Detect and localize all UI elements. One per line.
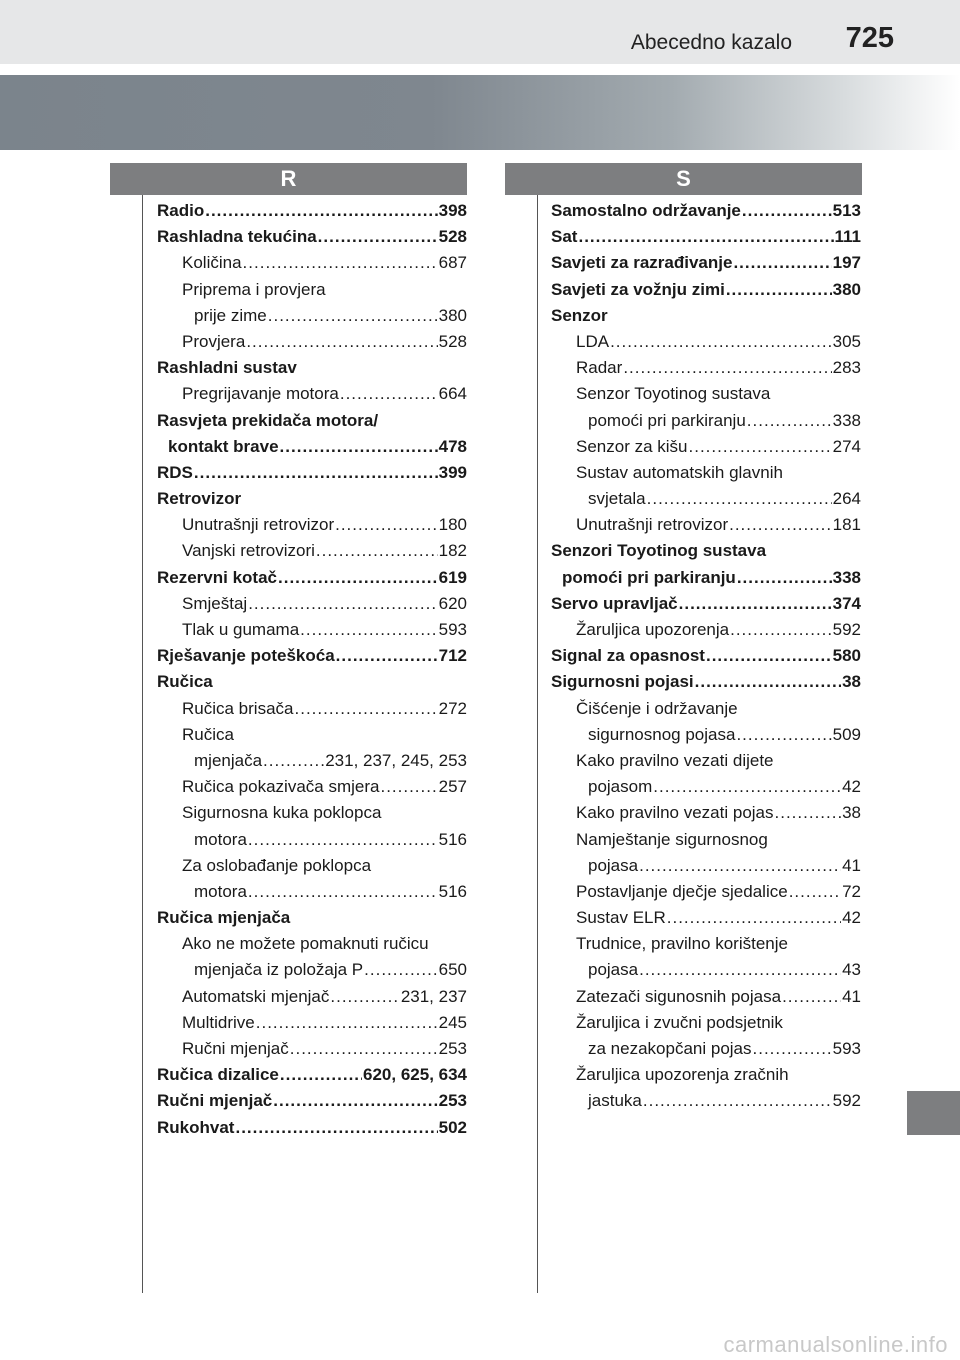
index-entry: [157, 250, 467, 276]
index-entry: [157, 879, 467, 905]
index-entry: [157, 643, 467, 669]
index-entry: [551, 591, 861, 617]
entry-leader-dots: [256, 1010, 438, 1036]
entry-term: Radio: [157, 201, 205, 220]
entry-leader-dots: [747, 408, 832, 434]
entry-leader-dots: [789, 879, 841, 905]
index-entry: [551, 696, 861, 722]
index-entry: [157, 931, 467, 957]
index-entry: [157, 512, 467, 538]
entry-leader-dots: [643, 1088, 832, 1114]
entry-page-ref: 181: [832, 515, 861, 535]
index-entry: [551, 408, 861, 434]
entry-term: Sigurnosni pojasi: [551, 672, 694, 692]
entry-page-ref: 650: [438, 960, 467, 980]
entry-term: Automatski mjenjač: [182, 986, 330, 1006]
entry-term: sigurnosnog pojasa: [588, 724, 736, 744]
index-entry: [157, 774, 467, 800]
entry-leader-dots: [647, 486, 832, 512]
entry-term: motora: [194, 881, 247, 901]
entry-term: Rasvjeta prekidača motora/: [157, 410, 379, 430]
entry-term: Priprema i provjera: [182, 279, 326, 299]
entry-term: pojasa: [588, 855, 639, 875]
entry-page-ref: 111: [834, 227, 861, 247]
index-entry: [157, 1088, 467, 1114]
entry-page-ref: 398: [438, 201, 467, 220]
entry-page-ref: 712: [438, 646, 467, 666]
entry-term: Ručni mjenjač: [182, 1039, 289, 1058]
watermark: carmanualsonline.info: [723, 1332, 948, 1357]
entry-page-ref: 253: [438, 1091, 467, 1111]
entry-leader-dots: [726, 277, 832, 303]
entry-page-ref: 338: [832, 567, 861, 587]
entry-term: Zatezači sigunosnih pojasa: [576, 986, 782, 1006]
entry-leader-dots: [610, 329, 832, 355]
index-entry: [157, 329, 467, 355]
entry-page-ref: 264: [832, 489, 861, 509]
entry-term: Rješavanje poteškoća: [157, 646, 335, 666]
entry-leader-dots: [380, 774, 437, 800]
entry-leader-dots: [263, 748, 324, 774]
entry-term: Signal za opasnost: [551, 646, 705, 666]
entry-page-ref: 231, 237: [400, 986, 467, 1006]
entry-term: Sigurnosna kuka poklopca: [182, 803, 382, 823]
entry-page-ref: 245: [438, 1012, 467, 1032]
entry-term: Ručica pokazivača smjera: [182, 777, 380, 797]
entry-leader-dots: [336, 643, 438, 669]
entry-page-ref: 41: [842, 855, 861, 875]
entry-term: Radar: [576, 358, 623, 378]
index-entry: [157, 408, 467, 434]
index-entry: [157, 591, 467, 617]
entry-page-ref: 502: [438, 1117, 467, 1137]
entry-term: Kako pravilno vezati dijete: [576, 750, 774, 770]
index-entry: [551, 669, 861, 695]
entry-page-ref: 592: [832, 620, 861, 639]
entry-term: Ručica dizalice: [157, 1065, 279, 1085]
entry-page-ref: 38: [842, 803, 861, 823]
entry-page-ref: 478: [438, 436, 467, 456]
entry-term: Ručica: [157, 672, 213, 692]
entry-page-ref: 592: [832, 1091, 861, 1111]
index-entry: [551, 827, 861, 853]
index-entry: [551, 774, 861, 800]
index-entry: [157, 486, 467, 512]
entry-page-ref: 283: [832, 358, 861, 378]
entry-term: Rezervni kotač: [157, 567, 277, 587]
index-entry: [157, 224, 467, 250]
entry-term: Postavljanje dječje sjedalice: [576, 881, 788, 901]
entry-page-ref: 516: [438, 881, 467, 901]
index-entry: [157, 565, 467, 591]
index-entry: [157, 748, 467, 774]
index-entry: [551, 381, 861, 407]
entry-term: Provjera: [182, 331, 246, 351]
entry-term: Senzori Toyotinog sustava: [551, 541, 767, 561]
entry-term: pojasom: [588, 777, 653, 797]
column-rule-right: [537, 195, 538, 1293]
entry-leader-dots: [268, 303, 438, 329]
entry-leader-dots: [364, 957, 437, 983]
entry-leader-dots: [246, 329, 437, 355]
entry-leader-dots: [205, 198, 437, 224]
entry-leader-dots: [653, 774, 841, 800]
entry-term: svjetala: [588, 489, 646, 509]
entry-term: Žaruljica upozorenja zračnih: [576, 1065, 789, 1085]
section-header-r: R: [110, 163, 467, 195]
header-gradient-band: [0, 75, 960, 150]
index-entry: [157, 827, 467, 853]
entry-leader-dots: [290, 1036, 438, 1062]
index-entry: [551, 643, 861, 669]
entry-leader-dots: [667, 905, 841, 931]
entry-term: Ako ne možete pomaknuti ručicu: [182, 934, 429, 954]
index-entry: [551, 250, 861, 276]
entry-term: motora: [194, 829, 247, 849]
entry-leader-dots: [689, 434, 832, 460]
entry-page-ref: 182: [438, 541, 467, 561]
entry-leader-dots: [706, 643, 832, 669]
index-entry: [551, 984, 861, 1010]
entry-page-ref: 528: [438, 331, 467, 351]
entry-term: Tlak u gumama: [182, 620, 300, 639]
entry-page-ref: 619: [438, 567, 467, 587]
entry-term: pomoći pri parkiranju: [562, 567, 736, 587]
entry-page-ref: 41: [842, 986, 861, 1006]
entry-leader-dots: [273, 1088, 437, 1114]
entry-page-ref: 42: [842, 908, 861, 928]
entry-leader-dots: [753, 1036, 832, 1062]
section-header-s: S: [505, 163, 862, 195]
entry-term: Rashladna tekućina: [157, 227, 317, 247]
entry-page-ref: 338: [832, 410, 861, 430]
index-entry: [157, 381, 467, 407]
entry-term: Samostalno održavanje: [551, 201, 741, 220]
entry-term: pomoći pri parkiranju: [588, 410, 746, 430]
entry-page-ref: 399: [438, 462, 467, 482]
entry-leader-dots: [737, 565, 832, 591]
entry-term: kontakt brave: [168, 436, 279, 456]
entry-term: Sustav automatskih glavnih: [576, 462, 783, 482]
index-entry: [157, 1115, 467, 1141]
index-entry: [157, 722, 467, 748]
entry-page-ref: 620, 625, 634: [363, 1065, 467, 1085]
entry-term: Senzor za kišu: [576, 436, 688, 456]
entry-term: Žaruljica i zvučni podsjetnik: [576, 1012, 783, 1032]
entry-term: Žaruljica upozorenja: [576, 620, 730, 639]
entry-page-ref: 593: [438, 620, 467, 639]
entry-term: Ručica brisača: [182, 698, 294, 718]
entry-term: Unutrašnji retrovizor: [576, 515, 729, 535]
index-entry: [551, 879, 861, 905]
index-entry: [551, 1010, 861, 1036]
index-entry: [551, 198, 861, 224]
entry-page-ref: 305: [832, 331, 861, 351]
entry-term: Ručni mjenjač: [157, 1091, 273, 1111]
index-entry: [551, 565, 861, 591]
entry-page-ref: 42: [842, 777, 861, 797]
entry-page-ref: 180: [438, 515, 467, 535]
entry-page-ref: 516: [438, 829, 467, 849]
entry-page-ref: 593: [832, 1039, 861, 1058]
entry-page-ref: 620: [438, 593, 467, 613]
index-entry: [157, 617, 467, 643]
entry-term: Senzor: [551, 305, 608, 325]
index-entry: [157, 853, 467, 879]
index-entry: [551, 486, 861, 512]
entry-leader-dots: [736, 722, 831, 748]
entry-leader-dots: [316, 538, 438, 564]
entry-leader-dots: [775, 800, 842, 826]
index-entry: [157, 303, 467, 329]
index-entry: [157, 669, 467, 695]
entry-term: Multidrive: [182, 1012, 255, 1032]
index-entry: [157, 1062, 467, 1088]
index-entry: [157, 434, 467, 460]
index-entry: [551, 931, 861, 957]
entry-leader-dots: [194, 460, 438, 486]
entry-term: Savjeti za razrađivanje: [551, 253, 733, 273]
entry-term: Količina: [182, 253, 242, 273]
index-entry: [157, 696, 467, 722]
entry-term: pojasa: [588, 960, 639, 980]
index-entry: [551, 1088, 861, 1114]
index-entry: [157, 1010, 467, 1036]
entry-term: mjenjača: [194, 750, 263, 770]
entry-page-ref: 38: [842, 672, 861, 692]
index-column-r: [157, 198, 467, 1141]
entry-leader-dots: [280, 1062, 362, 1088]
entry-leader-dots: [248, 591, 437, 617]
entry-page-ref: 580: [832, 646, 861, 666]
index-entry: [157, 905, 467, 931]
entry-page-ref: 664: [438, 384, 467, 404]
entry-leader-dots: [243, 250, 438, 276]
entry-leader-dots: [295, 696, 438, 722]
entry-page-ref: 687: [438, 253, 467, 273]
entry-term: Smještaj: [182, 593, 248, 613]
entry-term: Za oslobađanje poklopca: [182, 855, 372, 875]
entry-page-ref: 374: [832, 593, 861, 613]
entry-term: mjenjača iz položaja P: [194, 960, 364, 980]
index-entry: [157, 957, 467, 983]
index-entry: [551, 512, 861, 538]
index-entry: [551, 722, 861, 748]
entry-page-ref: 253: [438, 1039, 467, 1058]
entry-term: Kako pravilno vezati pojas: [576, 803, 774, 823]
page-number: 725: [845, 22, 894, 54]
index-entry: [551, 957, 861, 983]
entry-term: LDA: [576, 331, 610, 351]
entry-term: Servo upravljač: [551, 593, 678, 613]
entry-term: Unutrašnji retrovizor: [182, 515, 335, 535]
entry-leader-dots: [578, 224, 833, 250]
entry-page-ref: 380: [438, 305, 467, 325]
entry-page-ref: 528: [438, 227, 467, 247]
entry-leader-dots: [280, 434, 438, 460]
entry-page-ref: 509: [832, 724, 861, 744]
entry-page-ref: 272: [438, 698, 467, 718]
index-entry: [551, 1036, 861, 1062]
index-entry: [551, 905, 861, 931]
entry-term: prije zime: [194, 305, 267, 325]
entry-term: Sustav ELR: [576, 908, 666, 928]
index-entry: [157, 277, 467, 303]
index-entry: [551, 434, 861, 460]
entry-leader-dots: [278, 565, 438, 591]
index-entry: [551, 303, 861, 329]
entry-page-ref: 72: [842, 881, 861, 901]
entry-leader-dots: [695, 669, 841, 695]
index-entry: [157, 460, 467, 486]
chapter-thumb-tab: [907, 1091, 960, 1135]
index-entry: [157, 800, 467, 826]
index-entry: [157, 984, 467, 1010]
index-entry: [551, 355, 861, 381]
index-entry: [551, 460, 861, 486]
entry-page-ref: 231, 237, 245, 253: [325, 750, 467, 770]
entry-term: Čišćenje i održavanje: [576, 698, 738, 718]
entry-term: Rashladni sustav: [157, 358, 297, 378]
index-entry: [551, 538, 861, 564]
entry-leader-dots: [623, 355, 831, 381]
entry-term: jastuka: [588, 1091, 642, 1111]
entry-leader-dots: [782, 984, 841, 1010]
entry-term: Pregrijavanje motora: [182, 384, 339, 404]
index-entry: [157, 538, 467, 564]
entry-term: za nezakopčani pojas: [588, 1039, 752, 1058]
entry-leader-dots: [330, 984, 399, 1010]
header-bar: [0, 0, 960, 64]
entry-leader-dots: [679, 591, 832, 617]
index-entry: [551, 329, 861, 355]
entry-term: Trudnice, pravilno korištenje: [576, 934, 788, 954]
entry-page-ref: 43: [842, 960, 861, 980]
index-entry: [157, 1036, 467, 1062]
entry-leader-dots: [639, 957, 841, 983]
entry-leader-dots: [300, 617, 437, 643]
entry-term: Vanjski retrovizori: [182, 541, 315, 561]
entry-leader-dots: [733, 250, 831, 276]
index-entry: [157, 355, 467, 381]
entry-leader-dots: [248, 827, 438, 853]
entry-leader-dots: [335, 512, 438, 538]
index-entry: [551, 277, 861, 303]
entry-term: Namještanje sigurnosnog: [576, 829, 768, 849]
entry-leader-dots: [248, 879, 438, 905]
entry-page-ref: 380: [832, 279, 861, 299]
index-column-s: [551, 198, 861, 1115]
index-entry: [551, 853, 861, 879]
entry-term: Senzor Toyotinog sustava: [576, 384, 771, 404]
entry-term: Ručica: [182, 724, 234, 744]
entry-term: Rukohvat: [157, 1117, 235, 1137]
entry-term: Ručica mjenjača: [157, 908, 291, 928]
entry-leader-dots: [235, 1115, 437, 1141]
index-entry: [551, 617, 861, 643]
entry-term: Savjeti za vožnju zimi: [551, 279, 725, 299]
entry-page-ref: 197: [832, 253, 861, 273]
entry-term: RDS: [157, 462, 193, 482]
page-title: Abecedno kazalo: [630, 31, 792, 54]
entry-leader-dots: [742, 198, 832, 224]
entry-leader-dots: [639, 853, 841, 879]
entry-page-ref: 257: [438, 777, 467, 797]
entry-leader-dots: [340, 381, 438, 407]
index-entry: [157, 198, 467, 224]
entry-page-ref: 274: [832, 436, 861, 456]
index-entry: [551, 224, 861, 250]
index-entry: [551, 800, 861, 826]
entry-term: Retrovizor: [157, 489, 242, 509]
entry-leader-dots: [318, 224, 438, 250]
entry-term: Sat: [551, 227, 578, 247]
entry-page-ref: 513: [832, 201, 861, 220]
index-entry: [551, 1062, 861, 1088]
column-rule-left: [142, 195, 143, 1293]
index-entry: [551, 748, 861, 774]
entry-leader-dots: [729, 512, 832, 538]
entry-leader-dots: [730, 617, 832, 643]
